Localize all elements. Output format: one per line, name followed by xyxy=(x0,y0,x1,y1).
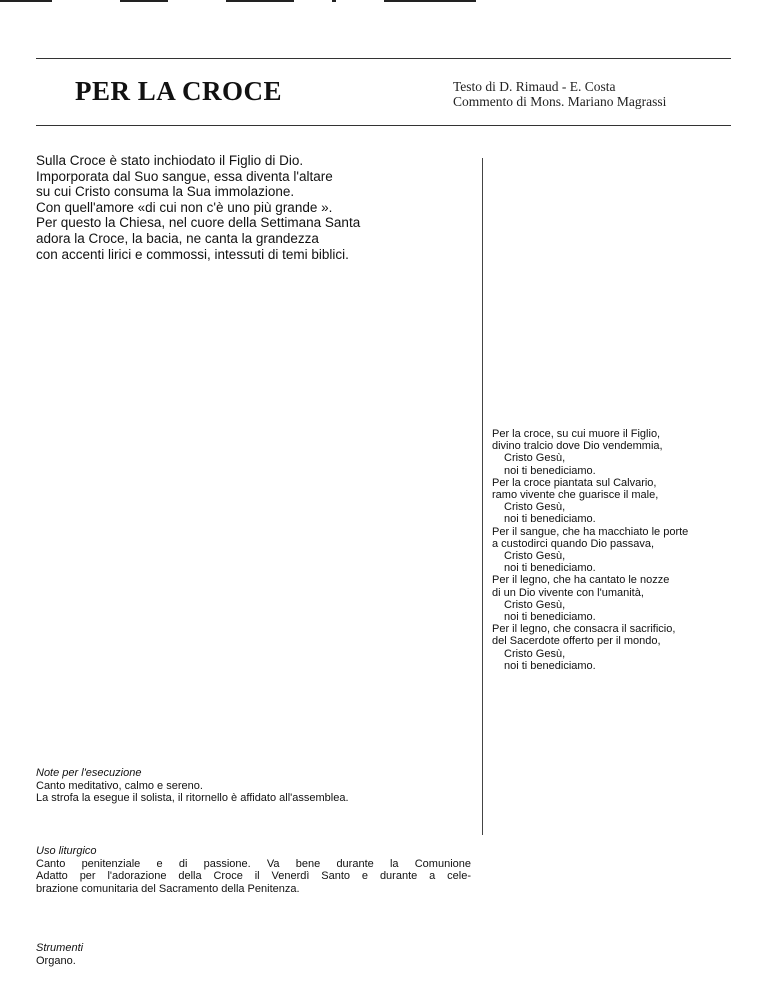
edge-mark xyxy=(120,0,168,2)
credit-line: Testo di D. Rimaud - E. Costa xyxy=(453,79,616,94)
refrain-line: noi ti benediciamo. xyxy=(504,513,596,526)
edge-mark xyxy=(384,0,476,2)
verse-line: Per il legno, che consacra il sacrificio, xyxy=(492,623,676,636)
refrain-line: noi ti benediciamo. xyxy=(504,611,596,624)
refrain-line: noi ti benediciamo. xyxy=(504,464,596,477)
liturgical-heading: Uso liturgico xyxy=(36,845,97,857)
page-title: PER LA CROCE xyxy=(75,76,283,106)
refrain-line: Cristo Gesù, xyxy=(504,550,566,563)
intro-line: con accenti lirici e commossi, intessuti di temi biblici. xyxy=(36,246,349,262)
intro-line: Per questo la Chiesa, nel cuore della Settimana Santa xyxy=(36,215,361,231)
refrain-line: noi ti benediciamo. xyxy=(504,659,596,672)
verse-line: di un Dio vivente con l'umanità, xyxy=(492,586,644,599)
instruments-line: Organo. xyxy=(36,954,76,967)
instruments-heading: Strumenti xyxy=(36,942,84,954)
verse-line: ramo vivente che guarisce il male, xyxy=(492,489,659,502)
refrain-line: Cristo Gesù, xyxy=(504,452,566,465)
header-top-rule xyxy=(36,58,731,59)
credits-block xyxy=(453,79,666,109)
instruments-section xyxy=(36,942,476,967)
liturgical-line: Adatto per l'adorazione della Croce il Venerdì Santo e durante a cele- xyxy=(36,870,471,882)
intro-line: adora la Croce, la bacia, ne canta la grandezza xyxy=(36,230,319,246)
top-edge-marks xyxy=(0,0,768,6)
verse-line: Per la croce piantata sul Calvario, xyxy=(492,476,657,489)
edge-mark xyxy=(226,0,294,2)
intro-line: Imporporata dal Suo sangue, essa diventa l'altare xyxy=(36,168,333,184)
credit-line: Commento di Mons. Mariano Magrassi xyxy=(453,94,667,109)
verse-line: del Sacerdote offerto per il mondo, xyxy=(492,635,661,648)
liturgical-use xyxy=(36,845,471,895)
refrain-line: Cristo Gesù, xyxy=(504,647,566,660)
refrain-line: Cristo Gesù, xyxy=(504,598,566,611)
refrain-line: Cristo Gesù, xyxy=(504,501,566,514)
edge-mark xyxy=(0,0,52,2)
edge-mark xyxy=(332,0,336,2)
column-divider xyxy=(482,158,483,835)
verse-line: Per la croce, su cui muore il Figlio, xyxy=(492,428,661,440)
intro-line: Sulla Croce è stato inchiodato il Figlio di Dio. xyxy=(36,153,304,168)
liturgical-line: Canto penitenziale e di passione. Va bene durante la Comunione xyxy=(36,857,471,870)
header-bottom-rule xyxy=(36,125,731,126)
intro-line: su cui Cristo consuma la Sua immolazione. xyxy=(36,184,295,200)
verse-line: Per il sangue, che ha macchiato le porte xyxy=(492,525,689,538)
verse-line: Per il legno, che ha cantato le nozze xyxy=(492,574,670,587)
liturgical-line: brazione comunitaria del Sacramento della Penitenza. xyxy=(36,882,300,895)
notes-heading: Note per l'esecuzione xyxy=(36,767,142,779)
refrain-line: noi ti benediciamo. xyxy=(504,562,596,575)
verse-line: divino tralcio dove Dio vendemmia, xyxy=(492,440,663,453)
notes-line: Canto meditativo, calmo e sereno. xyxy=(36,779,203,792)
performance-notes xyxy=(36,767,476,805)
notes-line: La strofa la esegue il solista, il ritornello è affidato all'assemblea. xyxy=(36,792,349,804)
intro-paragraph xyxy=(36,153,476,262)
intro-line: Con quell'amore «di cui non c'è uno più grande ». xyxy=(36,199,333,215)
hymn-text xyxy=(492,428,754,672)
verse-line: a custodirci quando Dio passava, xyxy=(492,537,655,550)
